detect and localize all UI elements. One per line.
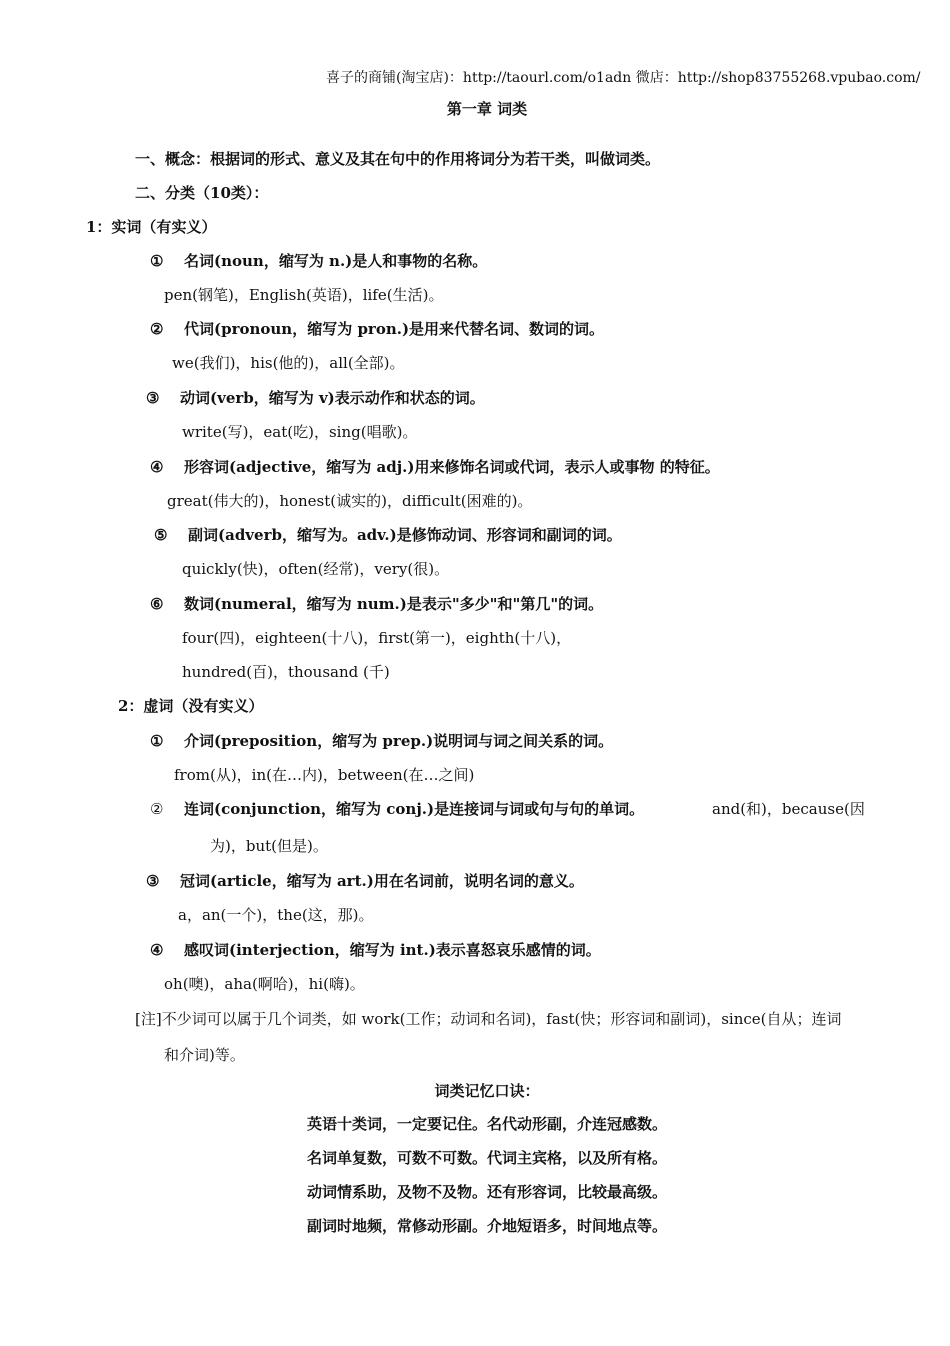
chapter-title: 第一章 词类 [446,100,528,118]
content-item-numeral [150,594,603,614]
content-item-verb [146,388,485,408]
example-adjective: great(伟大的)，honest(诚实的)，difficult(困难的)。 [167,492,533,510]
item-mark: ⑥ [150,595,164,613]
example-article: a，an(一个)，the(这，那)。 [178,906,374,924]
item-mark: ③ [146,872,160,890]
content-words-heading: 1：实词（有实义） [86,218,217,236]
item-text: 冠词(article，缩写为 art.)用在名词前，说明名词的意义。 [180,872,584,890]
function-item-interjection [150,940,601,960]
item-text: 感叹词(interjection，缩写为 int.)表示喜怒哀乐感情的词。 [184,941,601,959]
example-verb: write(写)，eat(吃)，sing(唱歌)。 [182,423,418,441]
example-numeral: four(四)，eighteen(十八)，first(第一)，eighth(十八)， [182,629,572,647]
content-item-adjective [150,457,720,477]
note-line-1: [注]不少词可以属于几个词类，如 work(工作；动词和名词)，fast(快；形容词和副词)，since(自从；连词 [135,1010,842,1028]
function-item-conjunction [150,799,644,819]
example-preposition: from(从)，in(在…内)，between(在…之间) [174,766,475,784]
mnemonic-line: 名词单复数，可数不可数。代词主宾格，以及所有格。 [306,1149,667,1167]
item-mark: ⑤ [154,526,168,544]
mnemonic-title: 词类记忆口诀： [434,1082,540,1100]
page-header: 喜子的商铺(淘宝店)：http://taourl.com/o1adn 微店：http://shop83755268.vpubao.com/ [326,70,921,86]
item-mark: ③ [146,389,160,407]
content-item-pronoun [150,319,604,339]
example-adverb: quickly(快)，often(经常)，very(很)。 [182,560,450,578]
mnemonic-line: 动词情系助，及物不及物。还有形容词，比较最高级。 [306,1183,667,1201]
example-numeral-cont: hundred(百)，thousand (千) [182,663,390,681]
function-item-article [146,871,584,891]
item-mark: ① [150,732,164,750]
example-conjunction-inline: and(和)，because(因 [712,800,865,818]
function-item-preposition [150,731,613,751]
item-text: 副词(adverb，缩写为。adv.)是修饰动词、形容词和副词的词。 [188,526,622,544]
item-text: 连词(conjunction，缩写为 conj.)是连接词与词或句与句的单词。 [184,800,645,818]
item-mark: ① [150,252,164,270]
item-text: 介词(preposition，缩写为 prep.)说明词与词之间关系的词。 [184,732,614,750]
note-line-2: 和介词)等。 [164,1046,245,1064]
example-interjection: oh(噢)，aha(啊哈)，hi(嗨)。 [164,975,365,993]
item-text: 动词(verb，缩写为 v)表示动作和状态的词。 [180,389,485,407]
item-text: 数词(numeral，缩写为 num.)是表示"多少"和"第几"的词。 [184,595,604,613]
example-pronoun: we(我们)，his(他的)，all(全部)。 [172,354,405,372]
mnemonic-line: 副词时地频，常修动形副。介地短语多，时间地点等。 [306,1217,667,1235]
item-text: 名词(noun，缩写为 n.)是人和事物的名称。 [184,252,488,270]
item-text: 形容词(adjective，缩写为 adj.)用来修饰名词或代词，表示人或事物 的特征。 [184,458,720,476]
function-words-heading: 2：虚词（没有实义） [118,697,264,715]
content-item-noun [150,251,487,271]
content-item-adverb [154,525,622,545]
mnemonic-line: 英语十类词，一定要记住。名代动形副，介连冠感数。 [306,1115,667,1133]
item-mark: ② [150,800,164,818]
item-mark: ④ [150,941,164,959]
example-conjunction: 为)，but(但是)。 [210,837,328,855]
item-mark: ④ [150,458,164,476]
example-noun: pen(钢笔)，English(英语)，life(生活)。 [164,286,444,304]
classification-line: 二、分类（10类）： [135,184,269,202]
item-text: 代词(pronoun，缩写为 pron.)是用来代替名词、数词的词。 [184,320,605,338]
item-mark: ② [150,320,164,338]
concept-line: 一、概念：根据词的形式、意义及其在句中的作用将词分为若干类，叫做词类。 [135,150,661,168]
